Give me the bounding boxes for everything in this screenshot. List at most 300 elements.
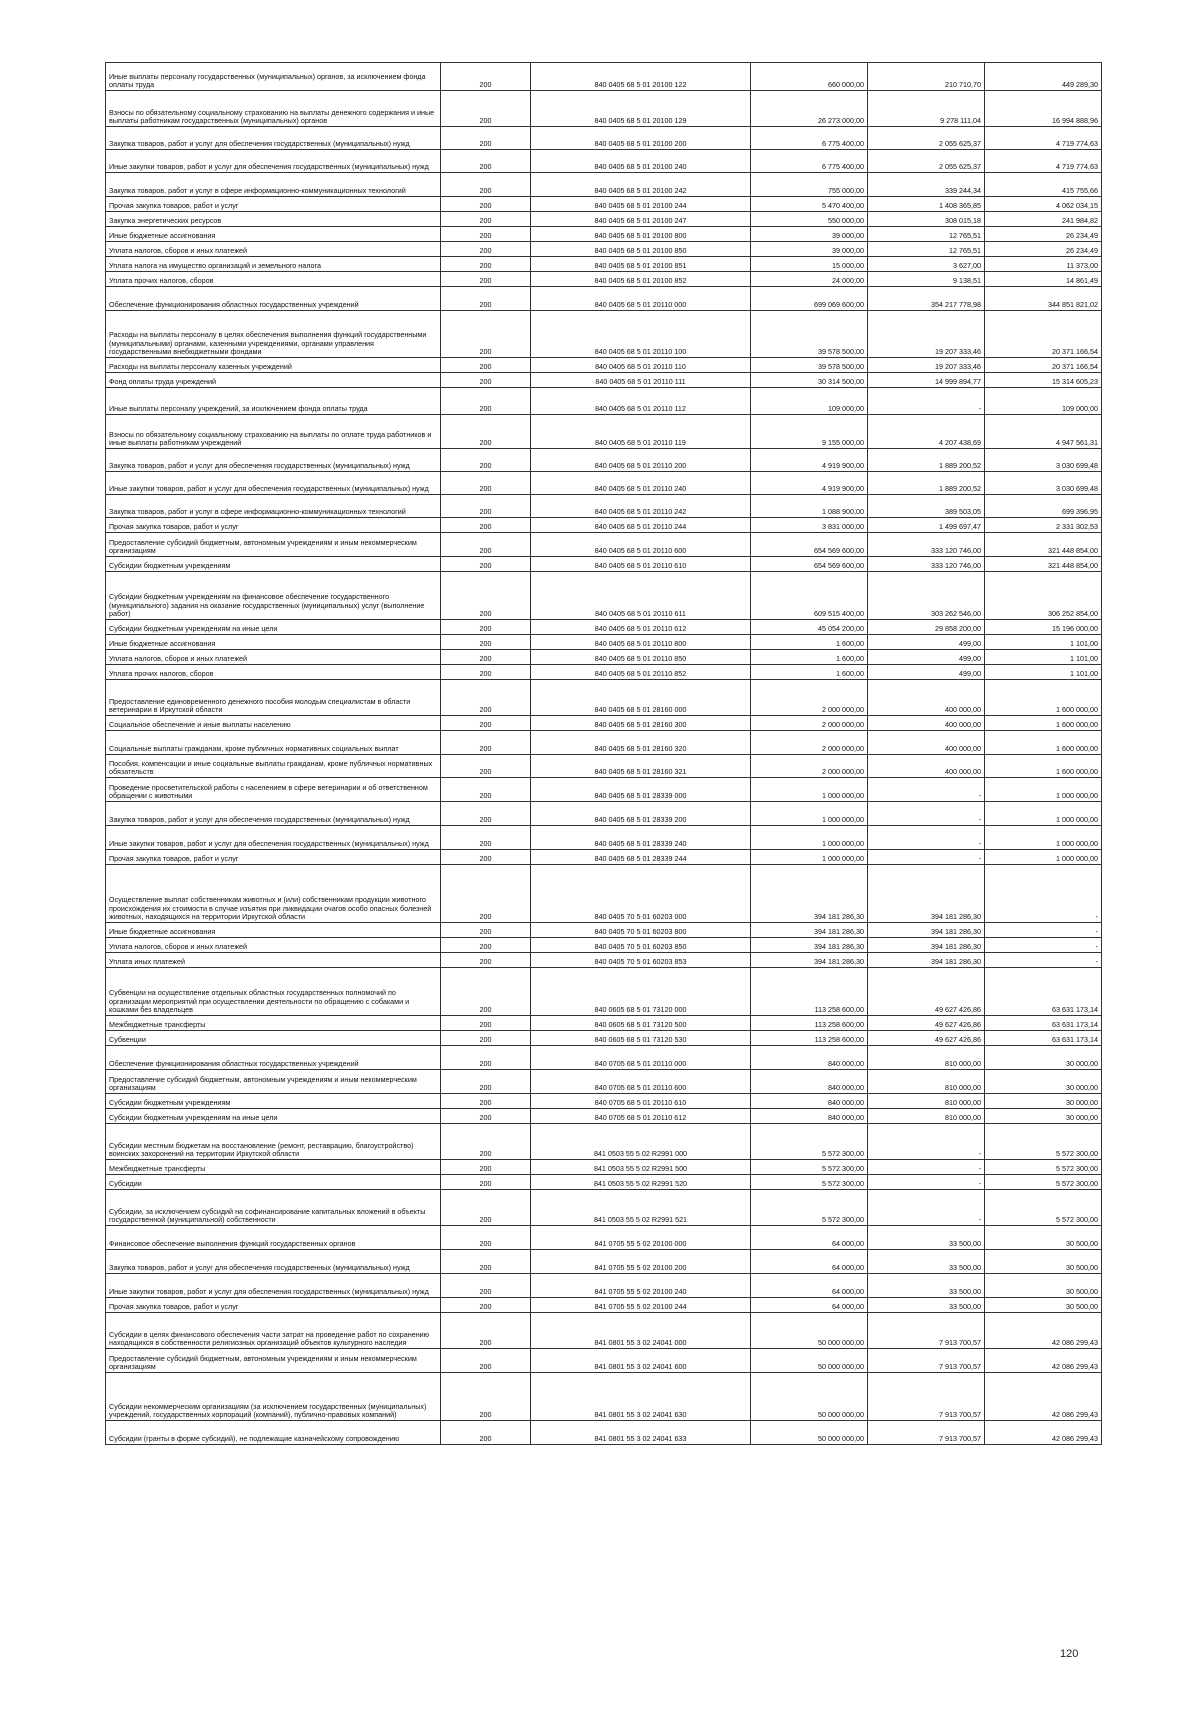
row-name-cell: Иные выплаты персоналу учреждений, за исключением фонда оплаты труда bbox=[106, 388, 441, 415]
row-budget-classification-cell: 840 0405 68 5 01 20100 850 bbox=[531, 242, 751, 257]
table-row bbox=[106, 415, 1102, 449]
row-line-code-cell: 200 bbox=[441, 257, 531, 272]
row-name-cell: Прочая закупка товаров, работ и услуг bbox=[106, 1298, 441, 1313]
row-unexecuted-amount-cell: 63 631 173,14 bbox=[985, 1031, 1102, 1046]
row-approved-amount-cell: 1 600,00 bbox=[751, 635, 868, 650]
row-unexecuted-amount-cell: 321 448 854,00 bbox=[985, 533, 1102, 557]
row-unexecuted-amount-cell: 321 448 854,00 bbox=[985, 557, 1102, 572]
row-unexecuted-amount-cell: - bbox=[985, 923, 1102, 938]
row-unexecuted-amount-cell: 26 234,49 bbox=[985, 227, 1102, 242]
row-executed-amount-cell: 333 120 746,00 bbox=[868, 557, 985, 572]
row-approved-amount-cell: 30 314 500,00 bbox=[751, 373, 868, 388]
row-unexecuted-amount-cell: 30 000,00 bbox=[985, 1109, 1102, 1124]
row-executed-amount-cell: 33 500,00 bbox=[868, 1298, 985, 1313]
row-budget-classification-cell: 840 0405 68 5 01 28160 000 bbox=[531, 680, 751, 716]
table-row bbox=[106, 533, 1102, 557]
table-row bbox=[106, 826, 1102, 850]
table-row bbox=[106, 1109, 1102, 1124]
row-line-code-cell: 200 bbox=[441, 1421, 531, 1445]
row-executed-amount-cell: - bbox=[868, 1160, 985, 1175]
row-name-cell: Уплата налогов, сборов и иных платежей bbox=[106, 938, 441, 953]
row-budget-classification-cell: 840 0405 68 5 01 20100 122 bbox=[531, 63, 751, 91]
row-name-cell: Социальное обеспечение и иные выплаты населению bbox=[106, 716, 441, 731]
row-executed-amount-cell: 33 500,00 bbox=[868, 1226, 985, 1250]
row-line-code-cell: 200 bbox=[441, 388, 531, 415]
row-name-cell: Субсидии некоммерческим организациям (за исключением государственных (муниципальных) учреждений, государственных корпораций (компаний), публично-правовых компаний) bbox=[106, 1373, 441, 1421]
row-unexecuted-amount-cell: 30 500,00 bbox=[985, 1274, 1102, 1298]
row-line-code-cell: 200 bbox=[441, 850, 531, 865]
row-unexecuted-amount-cell: 1 000 000,00 bbox=[985, 778, 1102, 802]
table-row bbox=[106, 938, 1102, 953]
row-budget-classification-cell: 840 0405 68 5 01 20100 242 bbox=[531, 173, 751, 197]
row-name-cell: Прочая закупка товаров, работ и услуг bbox=[106, 850, 441, 865]
table-row bbox=[106, 850, 1102, 865]
row-line-code-cell: 200 bbox=[441, 495, 531, 518]
table-row bbox=[106, 1421, 1102, 1445]
row-unexecuted-amount-cell: 4 719 774,63 bbox=[985, 127, 1102, 150]
row-line-code-cell: 200 bbox=[441, 938, 531, 953]
row-unexecuted-amount-cell: 1 101,00 bbox=[985, 650, 1102, 665]
row-executed-amount-cell: 1 499 697,47 bbox=[868, 518, 985, 533]
row-executed-amount-cell: 1 408 365,85 bbox=[868, 197, 985, 212]
row-budget-classification-cell: 841 0801 55 3 02 24041 630 bbox=[531, 1373, 751, 1421]
row-approved-amount-cell: 64 000,00 bbox=[751, 1250, 868, 1274]
row-unexecuted-amount-cell: 42 086 299,43 bbox=[985, 1349, 1102, 1373]
row-line-code-cell: 200 bbox=[441, 716, 531, 731]
table-row bbox=[106, 716, 1102, 731]
row-approved-amount-cell: 1 000 000,00 bbox=[751, 850, 868, 865]
table-row bbox=[106, 63, 1102, 91]
table-row bbox=[106, 1094, 1102, 1109]
table-row bbox=[106, 1124, 1102, 1160]
table-row bbox=[106, 518, 1102, 533]
row-unexecuted-amount-cell: 1 000 000,00 bbox=[985, 850, 1102, 865]
table-row bbox=[106, 472, 1102, 495]
row-name-cell: Проведение просветительской работы с населением в сфере ветеринарии и об ответственном обращении с животными bbox=[106, 778, 441, 802]
row-name-cell: Прочая закупка товаров, работ и услуг bbox=[106, 197, 441, 212]
row-approved-amount-cell: 394 181 286,30 bbox=[751, 865, 868, 923]
row-unexecuted-amount-cell: - bbox=[985, 865, 1102, 923]
row-unexecuted-amount-cell: 5 572 300,00 bbox=[985, 1124, 1102, 1160]
row-executed-amount-cell: 499,00 bbox=[868, 665, 985, 680]
row-budget-classification-cell: 841 0801 55 3 02 24041 000 bbox=[531, 1313, 751, 1349]
row-unexecuted-amount-cell: 5 572 300,00 bbox=[985, 1160, 1102, 1175]
row-budget-classification-cell: 840 0405 70 5 01 60203 800 bbox=[531, 923, 751, 938]
row-name-cell: Субсидии бюджетным учреждениям на иные цели bbox=[106, 1109, 441, 1124]
row-approved-amount-cell: 113 258 600,00 bbox=[751, 968, 868, 1016]
row-approved-amount-cell: 50 000 000,00 bbox=[751, 1373, 868, 1421]
row-line-code-cell: 200 bbox=[441, 1349, 531, 1373]
row-name-cell: Субсидии, за исключением субсидий на софинансирование капитальных вложений в объекты государственной (муниципальной) собственности bbox=[106, 1190, 441, 1226]
row-budget-classification-cell: 840 0705 68 5 01 20110 000 bbox=[531, 1046, 751, 1070]
row-executed-amount-cell: 499,00 bbox=[868, 650, 985, 665]
row-budget-classification-cell: 841 0801 55 3 02 24041 600 bbox=[531, 1349, 751, 1373]
row-executed-amount-cell: 303 262 546,00 bbox=[868, 572, 985, 620]
table-row bbox=[106, 865, 1102, 923]
table-row bbox=[106, 1349, 1102, 1373]
row-executed-amount-cell: - bbox=[868, 388, 985, 415]
row-line-code-cell: 200 bbox=[441, 287, 531, 311]
row-budget-classification-cell: 841 0705 55 5 02 20100 200 bbox=[531, 1250, 751, 1274]
row-unexecuted-amount-cell: 241 984,82 bbox=[985, 212, 1102, 227]
row-unexecuted-amount-cell: - bbox=[985, 938, 1102, 953]
row-budget-classification-cell: 840 0405 68 5 01 20110 800 bbox=[531, 635, 751, 650]
row-executed-amount-cell: - bbox=[868, 1175, 985, 1190]
row-budget-classification-cell: 840 0405 68 5 01 20110 100 bbox=[531, 311, 751, 358]
row-approved-amount-cell: 109 000,00 bbox=[751, 388, 868, 415]
row-executed-amount-cell: 3 627,00 bbox=[868, 257, 985, 272]
row-unexecuted-amount-cell: 3 030 699,48 bbox=[985, 472, 1102, 495]
row-executed-amount-cell: 339 244,34 bbox=[868, 173, 985, 197]
row-name-cell: Прочая закупка товаров, работ и услуг bbox=[106, 518, 441, 533]
row-name-cell: Закупка энергетических ресурсов bbox=[106, 212, 441, 227]
row-executed-amount-cell: 19 207 333,46 bbox=[868, 311, 985, 358]
row-executed-amount-cell: 7 913 700,57 bbox=[868, 1421, 985, 1445]
row-approved-amount-cell: 1 088 900,00 bbox=[751, 495, 868, 518]
row-name-cell: Субвенции bbox=[106, 1031, 441, 1046]
table-row bbox=[106, 212, 1102, 227]
row-budget-classification-cell: 840 0405 68 5 01 20110 112 bbox=[531, 388, 751, 415]
row-line-code-cell: 200 bbox=[441, 968, 531, 1016]
row-approved-amount-cell: 39 000,00 bbox=[751, 227, 868, 242]
row-name-cell: Субсидии bbox=[106, 1175, 441, 1190]
row-approved-amount-cell: 4 919 900,00 bbox=[751, 472, 868, 495]
table-row bbox=[106, 680, 1102, 716]
row-line-code-cell: 200 bbox=[441, 197, 531, 212]
row-name-cell: Межбюджетные трансферты bbox=[106, 1160, 441, 1175]
row-budget-classification-cell: 840 0405 68 5 01 20110 119 bbox=[531, 415, 751, 449]
table-row bbox=[106, 173, 1102, 197]
row-unexecuted-amount-cell: 109 000,00 bbox=[985, 388, 1102, 415]
row-executed-amount-cell: 9 278 111,04 bbox=[868, 91, 985, 127]
row-line-code-cell: 200 bbox=[441, 127, 531, 150]
row-budget-classification-cell: 840 0405 68 5 01 20110 612 bbox=[531, 620, 751, 635]
row-line-code-cell: 200 bbox=[441, 650, 531, 665]
row-executed-amount-cell: 333 120 746,00 bbox=[868, 533, 985, 557]
table-row bbox=[106, 620, 1102, 635]
row-line-code-cell: 200 bbox=[441, 1298, 531, 1313]
row-budget-classification-cell: 840 0605 68 5 01 73120 530 bbox=[531, 1031, 751, 1046]
row-approved-amount-cell: 64 000,00 bbox=[751, 1274, 868, 1298]
row-budget-classification-cell: 841 0503 55 5 02 R2991 520 bbox=[531, 1175, 751, 1190]
row-budget-classification-cell: 841 0503 55 5 02 R2991 521 bbox=[531, 1190, 751, 1226]
row-executed-amount-cell: 49 627 426,86 bbox=[868, 1031, 985, 1046]
row-approved-amount-cell: 1 000 000,00 bbox=[751, 802, 868, 826]
table-row bbox=[106, 1175, 1102, 1190]
row-line-code-cell: 200 bbox=[441, 1070, 531, 1094]
table-row bbox=[106, 635, 1102, 650]
row-name-cell: Расходы на выплаты персоналу в целях обеспечения выполнения функций государственными (муниципальными) органами, казенными учреждениями, органами управления государственными внебюджетными фондами bbox=[106, 311, 441, 358]
row-budget-classification-cell: 841 0503 55 5 02 R2991 000 bbox=[531, 1124, 751, 1160]
row-name-cell: Иные выплаты персоналу государственных (муниципальных) органов, за исключением фонда оплаты труда bbox=[106, 63, 441, 91]
row-name-cell: Уплата прочих налогов, сборов bbox=[106, 665, 441, 680]
table-row bbox=[106, 1190, 1102, 1226]
row-executed-amount-cell: 810 000,00 bbox=[868, 1070, 985, 1094]
row-unexecuted-amount-cell: 1 000 000,00 bbox=[985, 826, 1102, 850]
row-name-cell: Иные закупки товаров, работ и услуг для обеспечения государственных (муниципальных) нужд bbox=[106, 1274, 441, 1298]
row-line-code-cell: 200 bbox=[441, 1160, 531, 1175]
row-executed-amount-cell: 354 217 778,98 bbox=[868, 287, 985, 311]
table-row bbox=[106, 968, 1102, 1016]
table-row bbox=[106, 755, 1102, 778]
row-approved-amount-cell: 699 069 600,00 bbox=[751, 287, 868, 311]
row-executed-amount-cell: 810 000,00 bbox=[868, 1094, 985, 1109]
row-approved-amount-cell: 394 181 286,30 bbox=[751, 953, 868, 968]
row-approved-amount-cell: 1 600,00 bbox=[751, 665, 868, 680]
table-row bbox=[106, 1313, 1102, 1349]
table-row bbox=[106, 1046, 1102, 1070]
table-row bbox=[106, 1373, 1102, 1421]
row-budget-classification-cell: 840 0705 68 5 01 20110 610 bbox=[531, 1094, 751, 1109]
row-executed-amount-cell: 210 710,70 bbox=[868, 63, 985, 91]
row-line-code-cell: 200 bbox=[441, 635, 531, 650]
row-unexecuted-amount-cell: 16 994 888,96 bbox=[985, 91, 1102, 127]
row-unexecuted-amount-cell: 14 861,49 bbox=[985, 272, 1102, 287]
row-name-cell: Социальные выплаты гражданам, кроме публичных нормативных социальных выплат bbox=[106, 731, 441, 755]
row-approved-amount-cell: 654 569 600,00 bbox=[751, 557, 868, 572]
row-approved-amount-cell: 654 569 600,00 bbox=[751, 533, 868, 557]
row-budget-classification-cell: 840 0405 68 5 01 28339 000 bbox=[531, 778, 751, 802]
row-unexecuted-amount-cell: 30 000,00 bbox=[985, 1094, 1102, 1109]
table-row bbox=[106, 557, 1102, 572]
table-row bbox=[106, 495, 1102, 518]
row-unexecuted-amount-cell: 1 600 000,00 bbox=[985, 716, 1102, 731]
table-row bbox=[106, 650, 1102, 665]
row-approved-amount-cell: 15 000,00 bbox=[751, 257, 868, 272]
row-budget-classification-cell: 840 0405 68 5 01 20110 850 bbox=[531, 650, 751, 665]
row-approved-amount-cell: 840 000,00 bbox=[751, 1094, 868, 1109]
row-approved-amount-cell: 6 775 400,00 bbox=[751, 127, 868, 150]
row-approved-amount-cell: 39 000,00 bbox=[751, 242, 868, 257]
row-budget-classification-cell: 840 0405 68 5 01 20110 611 bbox=[531, 572, 751, 620]
row-approved-amount-cell: 39 578 500,00 bbox=[751, 358, 868, 373]
row-line-code-cell: 200 bbox=[441, 1373, 531, 1421]
table-row bbox=[106, 388, 1102, 415]
row-approved-amount-cell: 113 258 600,00 bbox=[751, 1016, 868, 1031]
table-row bbox=[106, 1031, 1102, 1046]
row-name-cell: Иные закупки товаров, работ и услуг для обеспечения государственных (муниципальных) нужд bbox=[106, 472, 441, 495]
table-row bbox=[106, 1070, 1102, 1094]
row-name-cell: Иные закупки товаров, работ и услуг для обеспечения государственных (муниципальных) нужд bbox=[106, 826, 441, 850]
row-name-cell: Предоставление единовременного денежного пособия молодым специалистам в области ветеринарии в Иркутской области bbox=[106, 680, 441, 716]
row-budget-classification-cell: 840 0405 68 5 01 28339 200 bbox=[531, 802, 751, 826]
row-executed-amount-cell: 4 207 438,69 bbox=[868, 415, 985, 449]
row-approved-amount-cell: 5 572 300,00 bbox=[751, 1175, 868, 1190]
row-name-cell: Уплата налога на имущество организаций и земельного налога bbox=[106, 257, 441, 272]
row-budget-classification-cell: 841 0705 55 5 02 20100 000 bbox=[531, 1226, 751, 1250]
row-approved-amount-cell: 24 000,00 bbox=[751, 272, 868, 287]
row-unexecuted-amount-cell: 11 373,00 bbox=[985, 257, 1102, 272]
row-unexecuted-amount-cell: 15 314 605,23 bbox=[985, 373, 1102, 388]
row-unexecuted-amount-cell: 415 755,66 bbox=[985, 173, 1102, 197]
row-budget-classification-cell: 840 0405 68 5 01 28160 321 bbox=[531, 755, 751, 778]
row-budget-classification-cell: 840 0405 68 5 01 20100 800 bbox=[531, 227, 751, 242]
row-unexecuted-amount-cell: 42 086 299,43 bbox=[985, 1373, 1102, 1421]
row-approved-amount-cell: 50 000 000,00 bbox=[751, 1313, 868, 1349]
row-name-cell: Субвенции на осуществление отдельных областных государственных полномочий по организации мероприятий при осуществлении деятельности по обращению с собаками и кошками без владельцев bbox=[106, 968, 441, 1016]
row-name-cell: Уплата иных платежей bbox=[106, 953, 441, 968]
row-budget-classification-cell: 840 0405 68 5 01 28160 320 bbox=[531, 731, 751, 755]
row-line-code-cell: 200 bbox=[441, 311, 531, 358]
row-unexecuted-amount-cell: 42 086 299,43 bbox=[985, 1313, 1102, 1349]
row-budget-classification-cell: 840 0405 68 5 01 20100 247 bbox=[531, 212, 751, 227]
row-line-code-cell: 200 bbox=[441, 358, 531, 373]
row-budget-classification-cell: 840 0405 68 5 01 20110 600 bbox=[531, 533, 751, 557]
row-budget-classification-cell: 840 0405 68 5 01 20110 244 bbox=[531, 518, 751, 533]
row-line-code-cell: 200 bbox=[441, 665, 531, 680]
row-name-cell: Субсидии бюджетным учреждениям bbox=[106, 1094, 441, 1109]
row-approved-amount-cell: 1 000 000,00 bbox=[751, 826, 868, 850]
row-executed-amount-cell: 400 000,00 bbox=[868, 716, 985, 731]
row-budget-classification-cell: 840 0405 68 5 01 20110 240 bbox=[531, 472, 751, 495]
row-line-code-cell: 200 bbox=[441, 755, 531, 778]
row-name-cell: Предоставление субсидий бюджетным, автономным учреждениям и иным некоммерческим организациям bbox=[106, 1070, 441, 1094]
row-executed-amount-cell: 7 913 700,57 bbox=[868, 1373, 985, 1421]
row-approved-amount-cell: 45 054 200,00 bbox=[751, 620, 868, 635]
row-budget-classification-cell: 840 0405 68 5 01 20100 240 bbox=[531, 150, 751, 173]
row-line-code-cell: 200 bbox=[441, 778, 531, 802]
row-unexecuted-amount-cell: 1 600 000,00 bbox=[985, 680, 1102, 716]
row-approved-amount-cell: 755 000,00 bbox=[751, 173, 868, 197]
row-executed-amount-cell: 400 000,00 bbox=[868, 731, 985, 755]
table-row bbox=[106, 127, 1102, 150]
table-body bbox=[106, 63, 1102, 1445]
row-line-code-cell: 200 bbox=[441, 415, 531, 449]
row-approved-amount-cell: 2 000 000,00 bbox=[751, 731, 868, 755]
table-row bbox=[106, 923, 1102, 938]
row-name-cell: Фонд оплаты труда учреждений bbox=[106, 373, 441, 388]
row-line-code-cell: 200 bbox=[441, 826, 531, 850]
row-name-cell: Предоставление субсидий бюджетным, автономным учреждениям и иным некоммерческим организациям bbox=[106, 1349, 441, 1373]
table-row bbox=[106, 287, 1102, 311]
row-executed-amount-cell: 810 000,00 bbox=[868, 1046, 985, 1070]
row-line-code-cell: 200 bbox=[441, 731, 531, 755]
table-row bbox=[106, 778, 1102, 802]
row-budget-classification-cell: 841 0801 55 3 02 24041 633 bbox=[531, 1421, 751, 1445]
row-executed-amount-cell: 2 055 625,37 bbox=[868, 150, 985, 173]
table-row bbox=[106, 1226, 1102, 1250]
row-name-cell: Закупка товаров, работ и услуг для обеспечения государственных (муниципальных) нужд bbox=[106, 127, 441, 150]
row-line-code-cell: 200 bbox=[441, 1190, 531, 1226]
row-approved-amount-cell: 394 181 286,30 bbox=[751, 923, 868, 938]
row-budget-classification-cell: 840 0405 68 5 01 20110 200 bbox=[531, 449, 751, 472]
row-unexecuted-amount-cell: 1 101,00 bbox=[985, 665, 1102, 680]
row-name-cell: Иные бюджетные ассигнования bbox=[106, 635, 441, 650]
row-name-cell: Субсидии бюджетным учреждениям на финансовое обеспечение государственного (муниципального) задания на оказание государственных (муниципальных) услуг (выполнение работ) bbox=[106, 572, 441, 620]
row-line-code-cell: 200 bbox=[441, 572, 531, 620]
row-name-cell: Закупка товаров, работ и услуг для обеспечения государственных (муниципальных) нужд bbox=[106, 802, 441, 826]
table-row bbox=[106, 1250, 1102, 1274]
row-name-cell: Иные бюджетные ассигнования bbox=[106, 227, 441, 242]
row-approved-amount-cell: 3 831 000,00 bbox=[751, 518, 868, 533]
row-unexecuted-amount-cell: 449 289,30 bbox=[985, 63, 1102, 91]
row-executed-amount-cell: 499,00 bbox=[868, 635, 985, 650]
row-approved-amount-cell: 5 470 400,00 bbox=[751, 197, 868, 212]
row-approved-amount-cell: 50 000 000,00 bbox=[751, 1421, 868, 1445]
row-name-cell: Закупка товаров, работ и услуг для обеспечения государственных (муниципальных) нужд bbox=[106, 1250, 441, 1274]
row-budget-classification-cell: 840 0405 68 5 01 28339 240 bbox=[531, 826, 751, 850]
row-name-cell: Взносы по обязательному социальному страхованию на выплаты денежного содержания и иные выплаты работникам государственных (муниципальных) органов bbox=[106, 91, 441, 127]
row-name-cell: Субсидии бюджетным учреждениям bbox=[106, 557, 441, 572]
row-name-cell: Обеспечение функционирования областных государственных учреждений bbox=[106, 1046, 441, 1070]
row-executed-amount-cell: 394 181 286,30 bbox=[868, 938, 985, 953]
row-unexecuted-amount-cell: 1 600 000,00 bbox=[985, 755, 1102, 778]
row-unexecuted-amount-cell: 306 252 854,00 bbox=[985, 572, 1102, 620]
row-approved-amount-cell: 840 000,00 bbox=[751, 1070, 868, 1094]
row-unexecuted-amount-cell: 5 572 300,00 bbox=[985, 1175, 1102, 1190]
row-approved-amount-cell: 5 572 300,00 bbox=[751, 1160, 868, 1175]
row-unexecuted-amount-cell: 1 101,00 bbox=[985, 635, 1102, 650]
table-row bbox=[106, 272, 1102, 287]
row-line-code-cell: 200 bbox=[441, 1313, 531, 1349]
row-name-cell: Закупка товаров, работ и услуг в сфере информационно-коммуникационных технологий bbox=[106, 173, 441, 197]
row-name-cell: Взносы по обязательному социальному страхованию на выплаты по оплате труда работников и иные выплаты работникам учреждений bbox=[106, 415, 441, 449]
row-approved-amount-cell: 64 000,00 bbox=[751, 1298, 868, 1313]
row-unexecuted-amount-cell: 30 000,00 bbox=[985, 1070, 1102, 1094]
row-line-code-cell: 200 bbox=[441, 373, 531, 388]
row-name-cell: Предоставление субсидий бюджетным, автономным учреждениям и иным некоммерческим организациям bbox=[106, 533, 441, 557]
row-executed-amount-cell: 19 207 333,46 bbox=[868, 358, 985, 373]
row-approved-amount-cell: 2 000 000,00 bbox=[751, 680, 868, 716]
row-approved-amount-cell: 50 000 000,00 bbox=[751, 1349, 868, 1373]
row-budget-classification-cell: 840 0405 68 5 01 28160 300 bbox=[531, 716, 751, 731]
row-approved-amount-cell: 64 000,00 bbox=[751, 1226, 868, 1250]
row-line-code-cell: 200 bbox=[441, 557, 531, 572]
table-row bbox=[106, 150, 1102, 173]
row-line-code-cell: 200 bbox=[441, 150, 531, 173]
row-name-cell: Уплата прочих налогов, сборов bbox=[106, 272, 441, 287]
row-name-cell: Расходы на выплаты персоналу казенных учреждений bbox=[106, 358, 441, 373]
row-line-code-cell: 200 bbox=[441, 91, 531, 127]
row-approved-amount-cell: 5 572 300,00 bbox=[751, 1124, 868, 1160]
row-executed-amount-cell: - bbox=[868, 826, 985, 850]
budget-execution-table bbox=[105, 62, 1102, 1445]
row-name-cell: Закупка товаров, работ и услуг для обеспечения государственных (муниципальных) нужд bbox=[106, 449, 441, 472]
row-name-cell: Субсидии в целях финансового обеспечения части затрат на проведение работ по сохранению находящихся в собственности религиозных организаций объектов культурного наследия bbox=[106, 1313, 441, 1349]
table-row bbox=[106, 1298, 1102, 1313]
row-budget-classification-cell: 840 0705 68 5 01 20110 612 bbox=[531, 1109, 751, 1124]
row-line-code-cell: 200 bbox=[441, 533, 531, 557]
row-unexecuted-amount-cell: 3 030 699,48 bbox=[985, 449, 1102, 472]
row-budget-classification-cell: 840 0405 68 5 01 20110 610 bbox=[531, 557, 751, 572]
row-line-code-cell: 200 bbox=[441, 865, 531, 923]
row-line-code-cell: 200 bbox=[441, 680, 531, 716]
row-executed-amount-cell: 389 503,05 bbox=[868, 495, 985, 518]
row-line-code-cell: 200 bbox=[441, 242, 531, 257]
row-unexecuted-amount-cell: 30 500,00 bbox=[985, 1298, 1102, 1313]
row-unexecuted-amount-cell: 30 500,00 bbox=[985, 1250, 1102, 1274]
row-executed-amount-cell: 33 500,00 bbox=[868, 1274, 985, 1298]
row-approved-amount-cell: 2 000 000,00 bbox=[751, 716, 868, 731]
row-line-code-cell: 200 bbox=[441, 1250, 531, 1274]
row-executed-amount-cell: 49 627 426,86 bbox=[868, 968, 985, 1016]
row-approved-amount-cell: 26 273 000,00 bbox=[751, 91, 868, 127]
row-name-cell: Межбюджетные трансферты bbox=[106, 1016, 441, 1031]
table-row bbox=[106, 373, 1102, 388]
row-unexecuted-amount-cell: 1 000 000,00 bbox=[985, 802, 1102, 826]
row-budget-classification-cell: 840 0405 68 5 01 20110 852 bbox=[531, 665, 751, 680]
row-name-cell: Обеспечение функционирования областных государственных учреждений bbox=[106, 287, 441, 311]
row-unexecuted-amount-cell: 42 086 299,43 bbox=[985, 1421, 1102, 1445]
row-budget-classification-cell: 841 0503 55 5 02 R2991 500 bbox=[531, 1160, 751, 1175]
row-name-cell: Пособия, компенсации и иные социальные выплаты гражданам, кроме публичных нормативных обязательств bbox=[106, 755, 441, 778]
row-budget-classification-cell: 840 0405 68 5 01 20100 129 bbox=[531, 91, 751, 127]
row-executed-amount-cell: - bbox=[868, 1190, 985, 1226]
row-line-code-cell: 200 bbox=[441, 1124, 531, 1160]
row-line-code-cell: 200 bbox=[441, 1109, 531, 1124]
row-approved-amount-cell: 2 000 000,00 bbox=[751, 755, 868, 778]
row-executed-amount-cell: 12 765,51 bbox=[868, 227, 985, 242]
